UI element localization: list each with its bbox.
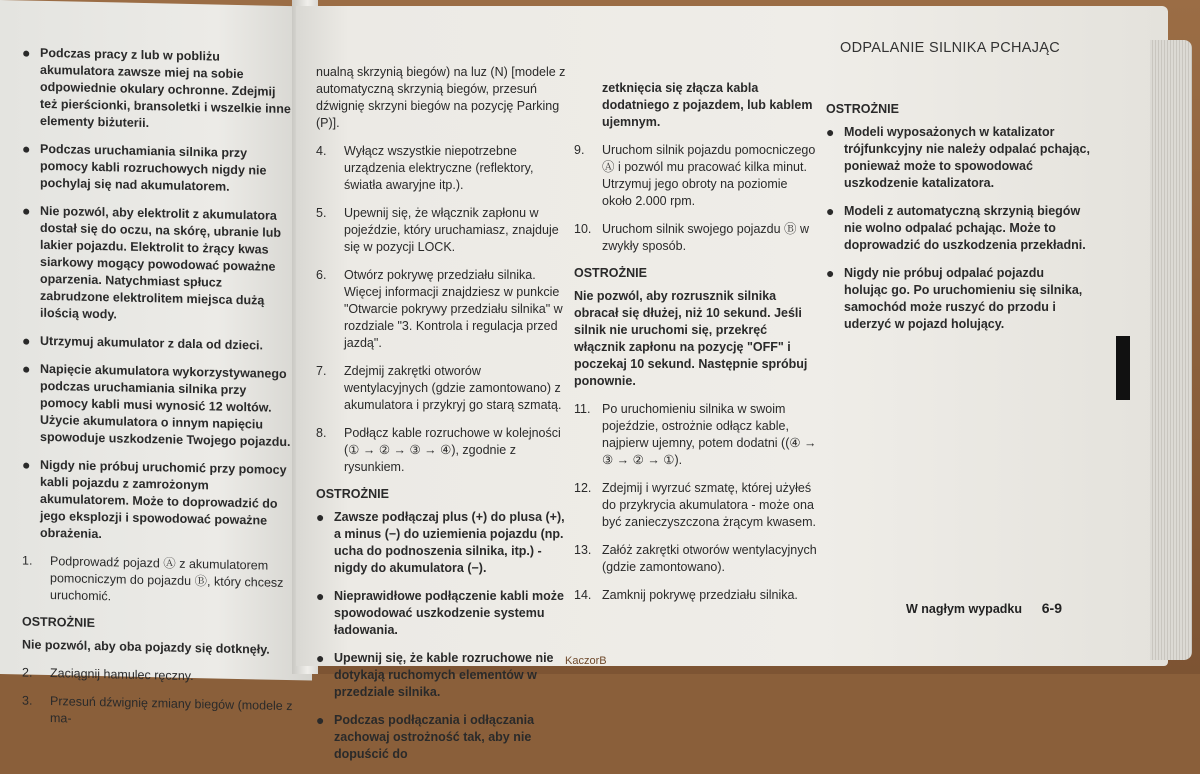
- bullet-icon: ●: [22, 202, 31, 219]
- right-column-3: [826, 96, 1090, 344]
- list-item: ● Nigdy nie próbuj uruchomić przy pomocy kabli pojazdu z zamrożonym akumulatorem. Może to doprowadzić do jego eksplozji i spowodować poważne obrażenia.: [22, 456, 287, 542]
- bullet-icon: ●: [22, 456, 31, 473]
- step-item: 8. Podłącz kable rozruchowe w kolejności (① → ② → ③ → ④), zgodnie z rysunkiem.: [316, 426, 561, 474]
- step-item: 12. Zdejmij i wyrzuć szmatę, której użyłeś do przykrycia akumulatora - może ona być zanieczyszczona żrącym kwasem.: [574, 481, 816, 529]
- bullet-icon: ●: [22, 44, 31, 61]
- chapter-tab-marker: [1116, 336, 1130, 400]
- list-item: ● Nigdy nie próbuj odpalać pojazdu holując go. Po uruchomieniu się silnika, samochód może ruszyć do przodu i uderzyć w pojazd holujący.: [826, 265, 1083, 331]
- step-item: 13. Załóż zakrętki otworów wentylacyjnych (gdzie zamontowano).: [574, 543, 817, 574]
- bullet-icon: ●: [316, 588, 325, 604]
- list-item: ● Nieprawidłowe podłączenie kabli może spowodować uszkodzenie systemu ładowania.: [316, 588, 564, 637]
- left-bullets: [22, 44, 294, 547]
- caution-text: Nie pozwól, aby oba pojazdy się dotknęły.: [22, 637, 270, 657]
- right-page: [296, 6, 1168, 761]
- caution-heading: OSTROŻNIE: [826, 102, 899, 116]
- bullet-icon: ●: [22, 360, 31, 377]
- step-item: 2. Zaciągnij hamulec ręczny.: [22, 665, 194, 684]
- list-item: ● Upewnij się, że kable rozruchowe nie dotykają ruchomych elementów w przedziale silnika.: [316, 650, 554, 699]
- caution-text: Nie pozwól, aby rozrusznik silnika obracał się dłużej, niż 10 sekund. Jeśli silnik nie uruchomi się, przekręć włącznik zapłonu na pozycję "OFF" i poczekaj 10 sekund. Następnie spróbuj ponownie.: [574, 289, 808, 388]
- footer-section-title: W nagłym wypadku: [906, 602, 1022, 616]
- step-item: 11. Po uruchomieniu silnika w swoim pojeździe, ostrożnie odłącz kable, najpierw ujemny, potem dodatni ((④ → ③ → ② → ①).: [574, 402, 817, 467]
- list-item: ● Podczas uruchamiania silnika przy pomocy kabli rozruchowych nigdy nie pochylaj się nad akumulatorem.: [22, 140, 267, 194]
- step-item: 9. Uruchom silnik pojazdu pomocniczego Ⓐ i pozwól mu pracować kilka minut. Utrzymuj jego obroty na poziomie około 2.000 rpm.: [574, 143, 816, 208]
- watermark: KaczorB: [565, 655, 607, 667]
- step-item: 10. Uruchom silnik swojego pojazdu Ⓑ w zwykły sposób.: [574, 222, 810, 253]
- caution-heading: OSTROŻNIE: [316, 487, 389, 501]
- step-item: 5. Upewnij się, że włącznik zapłonu w pojeździe, który uruchamiasz, znajduje się w pozycji LOCK.: [316, 206, 559, 254]
- bullet-icon: ●: [22, 140, 31, 157]
- list-item: ● Nie pozwól, aby elektrolit z akumulatora dostał się do oczu, na skórę, ubranie lub lakier pojazdu. Elektrolit to żrący kwas siarkowy mogący powodować poważne oparzenia. Natychmiast spłucz zabrudzone elektrolitem miejsca dużą ilością wody.: [22, 202, 282, 322]
- step-item: 7. Zdejmij zakrętki otworów wentylacyjnych (gdzie zamontowano) z akumulatora i przykryj go starą szmatą.: [316, 364, 562, 412]
- left-page: [0, 0, 312, 726]
- bullet-icon: ●: [316, 509, 325, 525]
- list-item: ● Podczas podłączania i odłączania zachowaj ostrożność tak, aby nie dopuścić do: [316, 712, 535, 761]
- step-item: 14. Zamknij pokrywę przedziału silnika.: [574, 588, 798, 602]
- page-edges: [1150, 40, 1192, 660]
- caution-heading: OSTROŻNIE: [22, 614, 95, 630]
- list-item: ● Modeli z automatyczną skrzynią biegów nie wolno odpalać pchając. Może to doprowadzić do uszkodzenia przekładni.: [826, 203, 1086, 252]
- bullet-icon: ●: [826, 124, 835, 140]
- bullet-icon: ●: [826, 265, 835, 281]
- right-column-1: [316, 64, 566, 774]
- step-item: 6. Otwórz pokrywę przedziału silnika. Więcej informacji znajdziesz w punkcie "Otwarcie pokrywy przedziału silnika" w rozdziale "3. Kontrola i regulacja przed jazdą".: [316, 268, 563, 350]
- bullet-icon: ●: [316, 650, 325, 666]
- page-number: 6-9: [1041, 600, 1062, 616]
- list-item: ● Utrzymuj akumulator z dala od dzieci.: [22, 332, 263, 353]
- bullet-icon: ●: [826, 203, 835, 219]
- intro-text: zetknięcia się złącza kabla dodatniego z pojazdem, lub kablem ujemnym.: [602, 81, 813, 129]
- right-column-2: [574, 80, 820, 615]
- step-item: 1. Podprowadź pojazd Ⓐ z akumulatorem pomocniczym do pojazdu Ⓑ, który chcesz uruchomić.: [22, 553, 284, 604]
- step-item: 3. Przesuń dźwignię zmiany biegów (modele z ma-: [22, 693, 293, 726]
- list-item: ● Modeli wyposażonych w katalizator trójfunkcyjny nie należy odpalać pchając, ponieważ może to spowodować uszkodzenie katalizatora.: [826, 124, 1090, 190]
- bullet-icon: ●: [22, 332, 31, 349]
- list-item: ● Napięcie akumulatora wykorzystywanego podczas uruchamiania silnika przy pomocy kabli musi wynosić 12 woltów. Użycie akumulatora o innym napięciu spowoduje uszkodzenie Twojego pojazdu.: [22, 360, 291, 450]
- step-item: 4. Wyłącz wszystkie niepotrzebne urządzenia elektryczne (reflektory, światła awaryjne itp.).: [316, 144, 534, 192]
- caution-heading: OSTROŻNIE: [574, 266, 647, 280]
- page-header: ODPALANIE SILNIKA PCHAJĄC: [840, 40, 1060, 56]
- list-item: ● Zawsze podłączaj plus (+) do plusa (+), a minus (−) do uziemienia pojazdu (np. ucha do podnoszenia silnika, itp.) - nigdy do akumulatora (−).: [316, 509, 565, 575]
- list-item: ● Podczas pracy z lub w pobliżu akumulatora zawsze miej na sobie odpowiednie okulary ochronne. Zdejmij też pierścionki, bransoletki i wszelkie inne elementy biżuterii.: [22, 44, 291, 131]
- bullet-icon: ●: [316, 712, 325, 728]
- intro-text: nualną skrzynią biegów) na luz (N) [modele z automatyczną skrzynią biegów, przesuń dźwignię skrzyni biegów na pozycję Parking (P)].: [316, 65, 566, 130]
